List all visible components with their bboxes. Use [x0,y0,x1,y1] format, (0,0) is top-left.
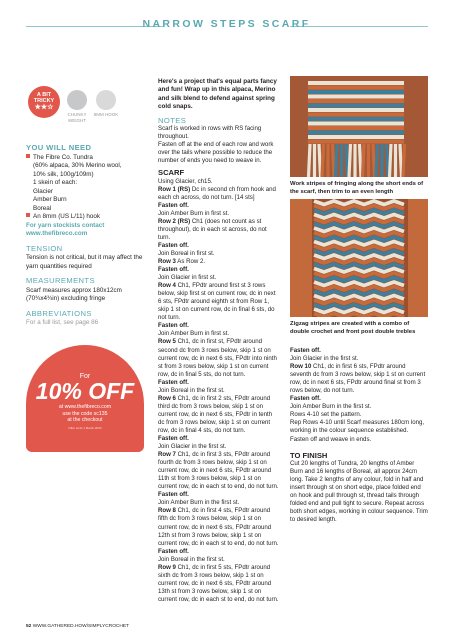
photo-caption-2: Zigzag stripes are created with a combo of double crochet and front post double trebles [290,321,416,335]
instruction-line: Row 5 Ch1, dc in first st, FPdtr around second dc from 3 rows below, skip 1 st on current row, dc in next 6 sts, FPdtr into ninth st from 3 rows below, skip 1 st on current row, dc in final 5 sts, do not turn. [158,338,277,378]
instruction-line: Join Boreal in the first st. [158,386,225,394]
measurements-heading: MEASUREMENTS [26,276,95,285]
instruction-line: Fasten off. [290,395,321,403]
notes-text-1: Scarf is worked in rows with RS facing throughout. [158,125,262,141]
finish-text: Cut 20 lengths of Tundra, 20 lengths of Amber Burn and 16 lengths of Boreal, all approx 24cm long. Take 2 lengths of any colour, fold in half and insert through st on short edge, place folded end on hook and pull through st, thread tails through folded end and pull tight to secure. Repeat across both short edges, working in colour sequence. Trim to desired length. [290,459,428,523]
footer-url: WWW.GATHERED.HOW/SIMPLYCROCHET [32,624,129,629]
instruction-line: Fasten off. [158,435,189,443]
fringe-photo [290,76,428,177]
materials-sidebar [26,138,144,328]
discount-amount: 10% OFF [35,378,135,404]
photo-caption-1: Work stripes of fringing along the short ends of the scarf, then trim to an even length [290,181,424,195]
hook-item: An 8mm (US L/11) hook [26,213,144,222]
instruction-line: Fasten off. [158,547,189,555]
stockists-link[interactable]: www.thefibreco.com [26,230,88,237]
measurements-text: Scarf measures approx 180x12cm (70¾x4¾in) excluding fringe [26,286,122,302]
zigzag-photo [290,199,428,317]
pattern-continued-column [290,347,428,524]
instruction-line: Rep Rows 4-10 until Scarf measures 180cm long, working in the colour sequence established. [290,419,425,435]
instruction-line: Row 3 As Row 2. [158,257,206,265]
page-footer [26,624,129,629]
instruction-line: Row 1 (RS) Dc in second ch from hook and each ch across, do not turn. [14 sts] [158,185,276,201]
instruction-line: Join Glacier in the first st. [158,443,227,451]
instruction-line: Row 4 Ch1, FPdtr around first st 3 rows below, skip first st on current row, dc in next 6 sts, FPdtr around eighth st from Row 1, skip 1 st on current row, dc in final 6 sts, do not turn. [158,282,276,322]
yarn-details: (60% alpaca, 30% Merino wool, 10% silk, 100g/109m) 1 skein of each: Glacier Amber Burn Boreal [33,162,122,212]
abbreviations-heading: ABBREVIATIONS [26,308,92,318]
discount-offer[interactable]: For 10% OFF at www.thefibreco.com use the code sc135 at the checkout Offer ends 1 March 2024 [26,345,144,452]
instruction-line: Fasten off and weave in ends. [290,435,372,443]
you-will-need-heading: YOU WILL NEED [26,143,92,152]
hook-icon [96,90,116,110]
instruction-line: Fasten off. [290,347,321,354]
instruction-line: Fasten off. [158,266,189,274]
instruction-line: Join Amber Burn in first st. [158,330,230,338]
page-title: NARROW STEPS SCARF [142,18,311,30]
yarn-item: The Fibre Co. Tundra [26,154,144,163]
instruction-line: Join Boreal in first st. [158,249,215,257]
instruction-line: Fasten off. [158,322,189,330]
abbreviations-text: For a full list, see page 86 [26,319,99,326]
instruction-line: Row 7 Ch1, dc in first 3 sts, FPdtr around fourth dc from 3 rows below, skip 1 st on current row, dc in next 6 sts, FPdtr around 11th st from 3 rows below, skip 1 st on current row, dc in each st to end, do not turn. [158,451,279,491]
instruction-line: Join Glacier in first st. [158,274,217,282]
difficulty-stars: ★★☆ [34,104,54,111]
tension-text: Tension is not critical, but it may affect the yarn quantities required [26,254,143,270]
scarf-heading: SCARF [158,168,185,178]
hook-size-label: 8MM HOOK [93,112,119,117]
instruction-line: Join Amber Burn in the first st. [158,499,240,507]
instruction-line: Rows 4-10 set the pattern. [290,411,362,419]
instruction-line: Join Amber Burn in first st. [158,209,230,217]
finish-heading: TO FINISH [290,450,328,460]
yarn-ball-icon [67,90,87,110]
instruction-line: Row 9 Ch1, dc in first 5 sts, FPdtr around sixth dc from 3 rows below, skip 1 st on current row, dc in next 6 sts, FPdtr around 13th st from 3 rows below, skip 1 st on current row, dc in each st to end, do not turn. [158,563,279,603]
instruction-line: Join Boreal in the first st. [158,555,225,563]
stockists-text: For yarn stockists contact [26,221,105,229]
instruction-line: Fasten off. [158,201,189,209]
page-number: 52 [26,624,32,629]
instruction-line: Fasten off. [158,491,189,499]
intro-text: Here's a project that's equal parts fancy and fun! Wrap up in this alpaca, Merino and silk blend to defend against spring cold snaps. [158,78,277,110]
scarf-instructions-continued [290,347,428,444]
notes-heading: NOTES [158,116,187,126]
instruction-line: Join Amber Burn in the first st. [290,403,372,411]
instruction-line: Row 2 (RS) Ch1 (does not count as st throughout), dc in each st across, do not turn. [158,217,267,241]
pattern-column [158,78,280,604]
notes-text-2: Fasten off at the end of each row and work over the tails where possible to reduce the number of ends you need to weave in. [158,141,274,165]
instruction-line: Fasten off. [158,378,189,386]
instruction-line: Row 10 Ch1, dc in first 6 sts, FPdtr around seventh dc from 3 rows below, skip 1 st on current row, dc in next 6 sts, FPdtr around final st from 3 rows below, do not turn. [290,363,426,395]
instruction-line: Using Glacier, ch15. [158,177,213,185]
page-header [0,18,453,34]
instruction-line: Fasten off. [158,241,189,249]
scarf-instructions [158,178,280,604]
tension-heading: TENSION [26,243,63,253]
instruction-line: Join Glacier in the first st. [290,355,359,363]
instruction-line: Row 8 Ch1, dc in first 4 sts, FPdtr around fifth dc from 3 rows below, skip 1 st on current row, dc in next 6 sts, FPdtr around 12th st from 3 rows below, skip 1 st on current row, dc in each st to end, do not turn. [158,507,279,547]
instruction-line: Row 6 Ch1, dc in first 2 sts, FPdtr around third dc from 3 rows below, skip 1 st on current row, dc in next 6 sts, FPdtr in tenth dc from 3 rows below, skip 1 st on current row, dc in final 4 sts, do not turn. [158,394,273,434]
difficulty-badge: A BIT TRICKY ★★☆ [28,86,60,118]
weight-label: CHUNKY WEIGHT [67,112,87,123]
